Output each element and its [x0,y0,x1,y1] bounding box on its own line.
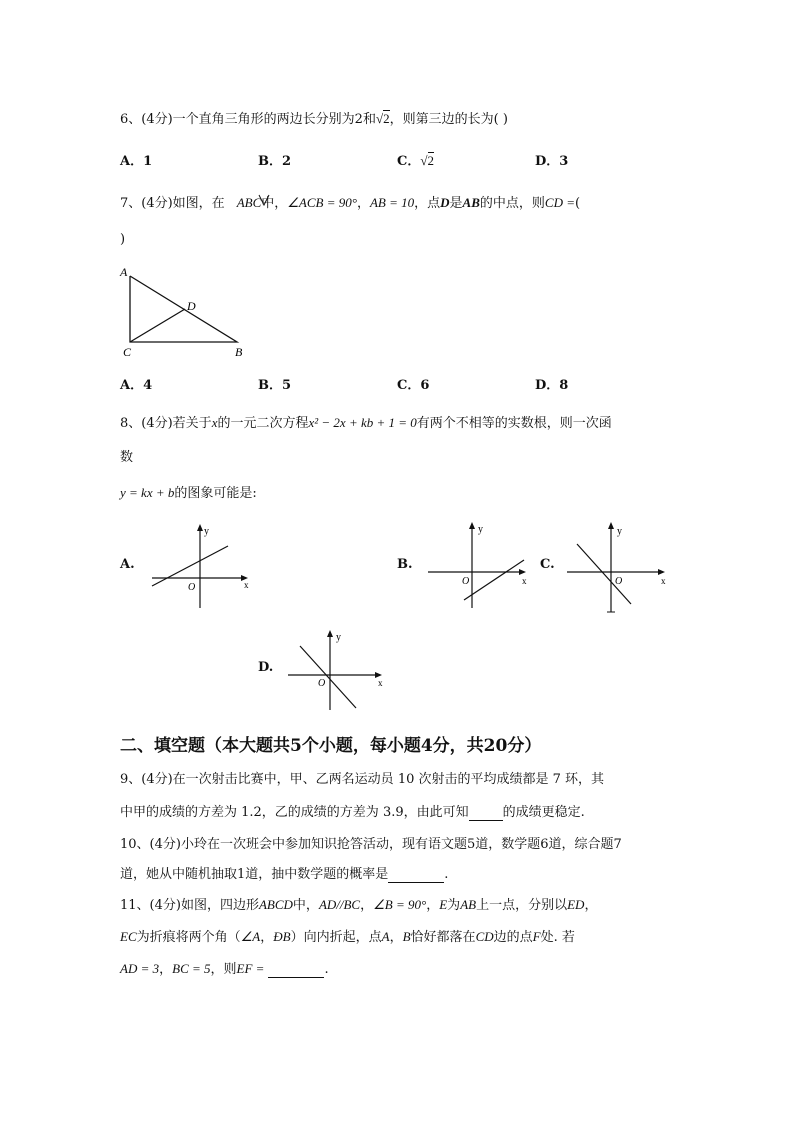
q7-option-a: A．4 [120,378,153,393]
svg-text:y: y [204,526,209,537]
q8-option-a-label: A. [120,557,135,572]
svg-text:x: x [244,580,249,590]
svg-text:y: y [478,524,483,535]
svg-text:x: x [522,576,527,586]
q7-segment-cd [130,309,185,342]
q7-label-b: B [235,345,243,359]
q8-graph-c [565,520,677,615]
q6-stem-prefix: 6、(4分)一个直角三角形的两边长分别为2和 [120,112,376,127]
q6-stem-suffix: ，则第三边的长为( ) [389,112,508,127]
q8-graph-c-line [577,544,631,604]
svg-text:y: y [617,526,622,537]
q8-option-b-label: B. [397,557,413,572]
q7-option-d: D．8 [535,378,569,393]
q11-line2: EC为折痕将两个角（∠A，ÐB）向内折起，点A，B恰好都落在CD边的点F处. 若 [120,929,575,945]
q7-option-c: C．6 [397,378,430,393]
svg-text:y: y [336,632,341,643]
svg-text:O: O [462,576,470,587]
q7-label-d: D [187,299,196,313]
q9-blank[interactable] [469,805,503,821]
q6-option-c: C．√2 [397,153,434,169]
q10-blank[interactable] [388,867,444,883]
q8-graph-d [286,628,391,713]
q6-sqrt: √2 [375,111,390,126]
svg-text:O: O [318,678,326,689]
svg-text:x: x [661,576,666,586]
q8-graph-d-line [300,646,356,708]
q11-blank[interactable] [268,962,324,978]
q6-option-d: D．3 [535,154,569,169]
q8-graph-b-line [464,560,524,600]
q8-graph-a-line [152,546,228,586]
q9-line2: 中甲的成绩的方差为 1.2，乙的成绩的方差为 3.9，由此可知 的成绩更稳定. [120,805,585,820]
triangle-symbol-icon [258,194,270,206]
svg-text:O: O [188,582,196,593]
q8-stem-func: y = kx + b的图象可能是: [120,485,257,501]
q7-figure [115,262,255,362]
q8-stem: 8、(4分)若关于x的一元二次方程x² − 2x + kb + 1 = 0有两个不相等的实数根，则一次函 [120,415,612,431]
svg-text:x: x [378,678,383,688]
q8-graph-b [426,520,538,610]
q7-option-b: B．5 [258,378,292,393]
svg-text:O: O [615,576,623,587]
q6-option-a: A．1 [120,154,153,169]
q8-stem-cont: 数 [120,450,134,465]
q10-line1: 10、(4分)小玲在一次班会中参加知识抢答活动，现有语文题5道，数学题6道，综合题7 [120,837,622,852]
q8-option-c-label: C. [540,557,555,572]
q11-line3: AD = 3，BC = 5，则EF = . [120,961,329,977]
q7-stem-close: ) [120,232,126,247]
section-heading: 二、填空题（本大题共5个小题，每小题4分，共20分） [120,736,542,756]
q7-label-a: A [120,265,128,279]
q7-label-c: C [123,345,132,359]
q6-option-b: B．2 [258,154,292,169]
q8-option-d-label: D. [258,660,274,675]
q9-line1: 9、(4分)在一次射击比赛中，甲、乙两名运动员 10 次射击的平均成绩都是 7 环，其 [120,772,605,787]
q8-graph-a [148,522,258,612]
q6-stem [120,108,508,127]
q7-stem: 7、(4分)如图，在 ABC中，∠ACB = 90°，AB = 10，点D是AB的中点，则CD =( [120,195,581,211]
q10-line2: 道，她从中随机抽取1道，抽中数学题的概率是 . [120,867,449,882]
q11-line1: 11、(4分)如图，四边形ABCD中，AD//BC，∠B = 90°，E为AB上一点，分别以ED， [120,897,598,913]
